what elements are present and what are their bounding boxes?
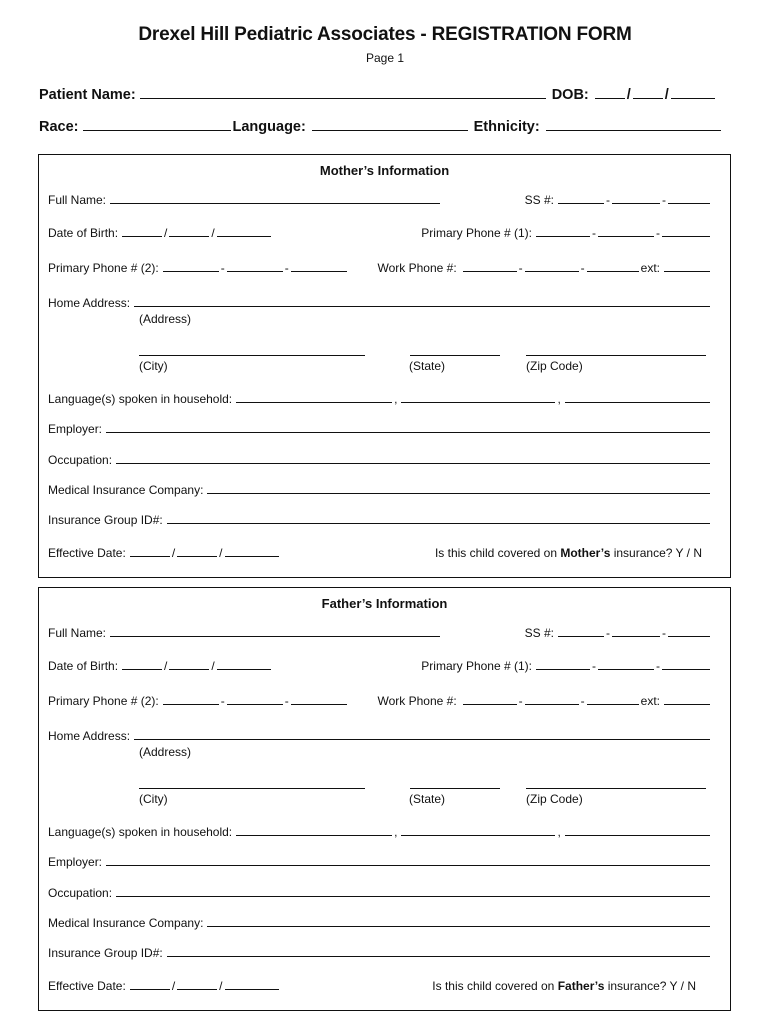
languages-label: Language(s) spoken in household: xyxy=(48,392,233,406)
full-name-label: Full Name: xyxy=(48,193,107,207)
insurance-company-label: Medical Insurance Company: xyxy=(48,916,204,930)
covered-question-text: Is this child covered on xyxy=(434,546,558,560)
work-phone-prefix-field[interactable] xyxy=(525,692,579,705)
language3-field[interactable] xyxy=(565,823,710,836)
patient-demographics-line xyxy=(39,118,723,135)
dob-day-field[interactable] xyxy=(633,86,663,99)
work-phone-line-field[interactable] xyxy=(587,259,639,272)
covered-answer-text: insurance? Y / N xyxy=(607,979,696,993)
primary-phone-2-label: Primary Phone # (2): xyxy=(48,261,159,275)
occupation-field[interactable] xyxy=(116,884,710,897)
insurance-company-field[interactable] xyxy=(207,914,710,927)
home-address-field[interactable] xyxy=(134,294,710,307)
ext-label: ext: xyxy=(640,261,660,275)
phone1-area-field[interactable] xyxy=(536,657,590,670)
dob-month-field[interactable] xyxy=(595,86,625,99)
home-address-label: Home Address: xyxy=(48,296,131,310)
mother-effective-date-row: Effective Date: / / Is this child covered on Mother’s insurance? Y / N xyxy=(48,546,702,560)
patient-name-line: Patient Name: DOB: / / xyxy=(39,86,723,103)
effective-year-field[interactable] xyxy=(225,544,279,557)
state-caption: (State) xyxy=(409,792,446,806)
father-languages-row: Language(s) spoken in household: , , xyxy=(48,823,712,839)
father-dob-row: Date of Birth: / / Primary Phone # (1): - - xyxy=(48,657,712,673)
mother-phone-row: Primary Phone # (2): - - Work Phone #: - - ext: xyxy=(48,259,712,275)
dob-month-field[interactable] xyxy=(122,657,162,670)
father-group-id-row xyxy=(48,944,712,960)
phone1-prefix-field[interactable] xyxy=(598,657,654,670)
effective-date-label: Effective Date: xyxy=(48,546,126,560)
race-label: Race: xyxy=(39,119,79,135)
covered-parent-text: Father’s xyxy=(557,979,605,993)
occupation-field[interactable] xyxy=(116,451,710,464)
phone2-area-field[interactable] xyxy=(163,692,219,705)
primary-phone-2-label: Primary Phone # (2): xyxy=(48,694,159,708)
phone1-area-field[interactable] xyxy=(536,224,590,237)
language2-field[interactable] xyxy=(401,390,555,403)
city-field[interactable] xyxy=(139,343,365,356)
employer-field[interactable] xyxy=(106,420,710,433)
father-name-row: Full Name: SS #: - - xyxy=(48,624,712,640)
covered-answer-text: insurance? Y / N xyxy=(613,546,702,560)
work-phone-area-field[interactable] xyxy=(463,259,517,272)
mother-name-row: Full Name: SS #: - - xyxy=(48,191,712,207)
zip-code-caption: (Zip Code) xyxy=(526,359,583,373)
phone2-area-field[interactable] xyxy=(163,259,219,272)
group-id-label: Insurance Group ID#: xyxy=(48,946,163,960)
ethnicity-field[interactable] xyxy=(546,118,721,131)
language-label: Language: xyxy=(232,119,306,135)
father-effective-date-row: Effective Date: / / Is this child covered on Father’s insurance? Y / N xyxy=(48,979,696,993)
group-id-field[interactable] xyxy=(167,944,710,957)
father-phone-row: Primary Phone # (2): - - Work Phone #: - - ext: xyxy=(48,692,712,708)
dob-month-field[interactable] xyxy=(122,224,162,237)
city-caption: (City) xyxy=(139,792,168,806)
ext-label: ext: xyxy=(640,694,660,708)
phone2-prefix-field[interactable] xyxy=(227,692,283,705)
date-of-birth-label: Date of Birth: xyxy=(48,226,119,240)
ss-label: SS #: xyxy=(524,193,554,207)
mother-occupation-row xyxy=(48,451,712,467)
state-field[interactable] xyxy=(410,776,500,789)
covered-parent-text: Mother’s xyxy=(560,546,611,560)
city-field[interactable] xyxy=(139,776,365,789)
father-employer-row xyxy=(48,853,712,869)
dob-year-field[interactable] xyxy=(217,224,271,237)
language3-field[interactable] xyxy=(565,390,710,403)
full-name-field[interactable] xyxy=(110,191,440,204)
home-address-field[interactable] xyxy=(134,727,710,740)
group-id-label: Insurance Group ID#: xyxy=(48,513,163,527)
ss-part1-field[interactable] xyxy=(558,191,604,204)
ss-part2-field[interactable] xyxy=(612,624,660,637)
dob-year-field[interactable] xyxy=(217,657,271,670)
mother-section-heading: Mother’s Information xyxy=(319,163,450,178)
effective-month-field[interactable] xyxy=(130,544,170,557)
zip-code-caption: (Zip Code) xyxy=(526,792,583,806)
zip-code-field[interactable] xyxy=(526,343,706,356)
phone2-line-field[interactable] xyxy=(291,692,347,705)
primary-phone-1-label: Primary Phone # (1): xyxy=(421,226,532,240)
effective-month-field[interactable] xyxy=(130,977,170,990)
phone2-line-field[interactable] xyxy=(291,259,347,272)
dob-day-field[interactable] xyxy=(169,657,209,670)
ss-part3-field[interactable] xyxy=(668,624,710,637)
father-insurance-company-row xyxy=(48,914,712,930)
father-address-row xyxy=(48,727,712,743)
full-name-label: Full Name: xyxy=(48,626,107,640)
race-field[interactable] xyxy=(83,118,231,131)
work-phone-prefix-field[interactable] xyxy=(525,259,579,272)
mother-group-id-row xyxy=(48,511,712,527)
mother-languages-row: Language(s) spoken in household: , , xyxy=(48,390,712,406)
father-section-heading: Father’s Information xyxy=(321,596,448,611)
ss-part3-field[interactable] xyxy=(668,191,710,204)
city-caption: (City) xyxy=(139,359,168,373)
language-field[interactable] xyxy=(312,118,468,131)
dob-day-field[interactable] xyxy=(169,224,209,237)
home-address-label: Home Address: xyxy=(48,729,131,743)
father-information-section xyxy=(38,587,731,1011)
work-phone-line-field[interactable] xyxy=(587,692,639,705)
ss-label: SS #: xyxy=(524,626,554,640)
effective-date-label: Effective Date: xyxy=(48,979,126,993)
employer-label: Employer: xyxy=(48,422,103,436)
occupation-label: Occupation: xyxy=(48,886,113,900)
dob-year-field[interactable] xyxy=(671,86,715,99)
mother-information-section xyxy=(38,154,731,578)
language2-field[interactable] xyxy=(401,823,555,836)
primary-phone-1-label: Primary Phone # (1): xyxy=(421,659,532,673)
language1-field[interactable] xyxy=(236,390,392,403)
occupation-label: Occupation: xyxy=(48,453,113,467)
phone1-prefix-field[interactable] xyxy=(598,224,654,237)
mother-insurance-company-row xyxy=(48,481,712,497)
patient-name-label: Patient Name: xyxy=(39,87,136,103)
ext-field[interactable] xyxy=(664,259,710,272)
phone2-prefix-field[interactable] xyxy=(227,259,283,272)
work-phone-area-field[interactable] xyxy=(463,692,517,705)
ss-part2-field[interactable] xyxy=(612,191,660,204)
mother-address-row xyxy=(48,294,712,310)
page-number: Page 1 xyxy=(365,51,405,65)
full-name-field[interactable] xyxy=(110,624,440,637)
address-caption: (Address) xyxy=(139,312,192,326)
state-field[interactable] xyxy=(410,343,500,356)
work-phone-label: Work Phone #: xyxy=(377,261,457,275)
phone1-line-field[interactable] xyxy=(662,657,710,670)
language1-field[interactable] xyxy=(236,823,392,836)
work-phone-label: Work Phone #: xyxy=(377,694,457,708)
covered-question-text: Is this child covered on xyxy=(432,979,555,993)
employer-label: Employer: xyxy=(48,855,103,869)
ext-field[interactable] xyxy=(664,692,710,705)
group-id-field[interactable] xyxy=(167,511,710,524)
mother-dob-row: Date of Birth: / / Primary Phone # (1): - - xyxy=(48,224,712,240)
form-title: Drexel Hill Pediatric Associates - REGISTRATION FORM xyxy=(138,24,632,45)
address-caption: (Address) xyxy=(139,745,192,759)
mother-employer-row xyxy=(48,420,712,436)
insurance-company-field[interactable] xyxy=(207,481,710,494)
effective-year-field[interactable] xyxy=(225,977,279,990)
ss-part1-field[interactable] xyxy=(558,624,604,637)
effective-day-field[interactable] xyxy=(177,977,217,990)
languages-label: Language(s) spoken in household: xyxy=(48,825,233,839)
zip-code-field[interactable] xyxy=(526,776,706,789)
ethnicity-label: Ethnicity: xyxy=(473,119,540,135)
insurance-company-label: Medical Insurance Company: xyxy=(48,483,204,497)
employer-field[interactable] xyxy=(106,853,710,866)
patient-name-field[interactable] xyxy=(140,86,546,99)
phone1-line-field[interactable] xyxy=(662,224,710,237)
dob-label: DOB: xyxy=(551,87,589,103)
state-caption: (State) xyxy=(409,359,446,373)
father-occupation-row xyxy=(48,884,712,900)
effective-day-field[interactable] xyxy=(177,544,217,557)
date-of-birth-label: Date of Birth: xyxy=(48,659,119,673)
